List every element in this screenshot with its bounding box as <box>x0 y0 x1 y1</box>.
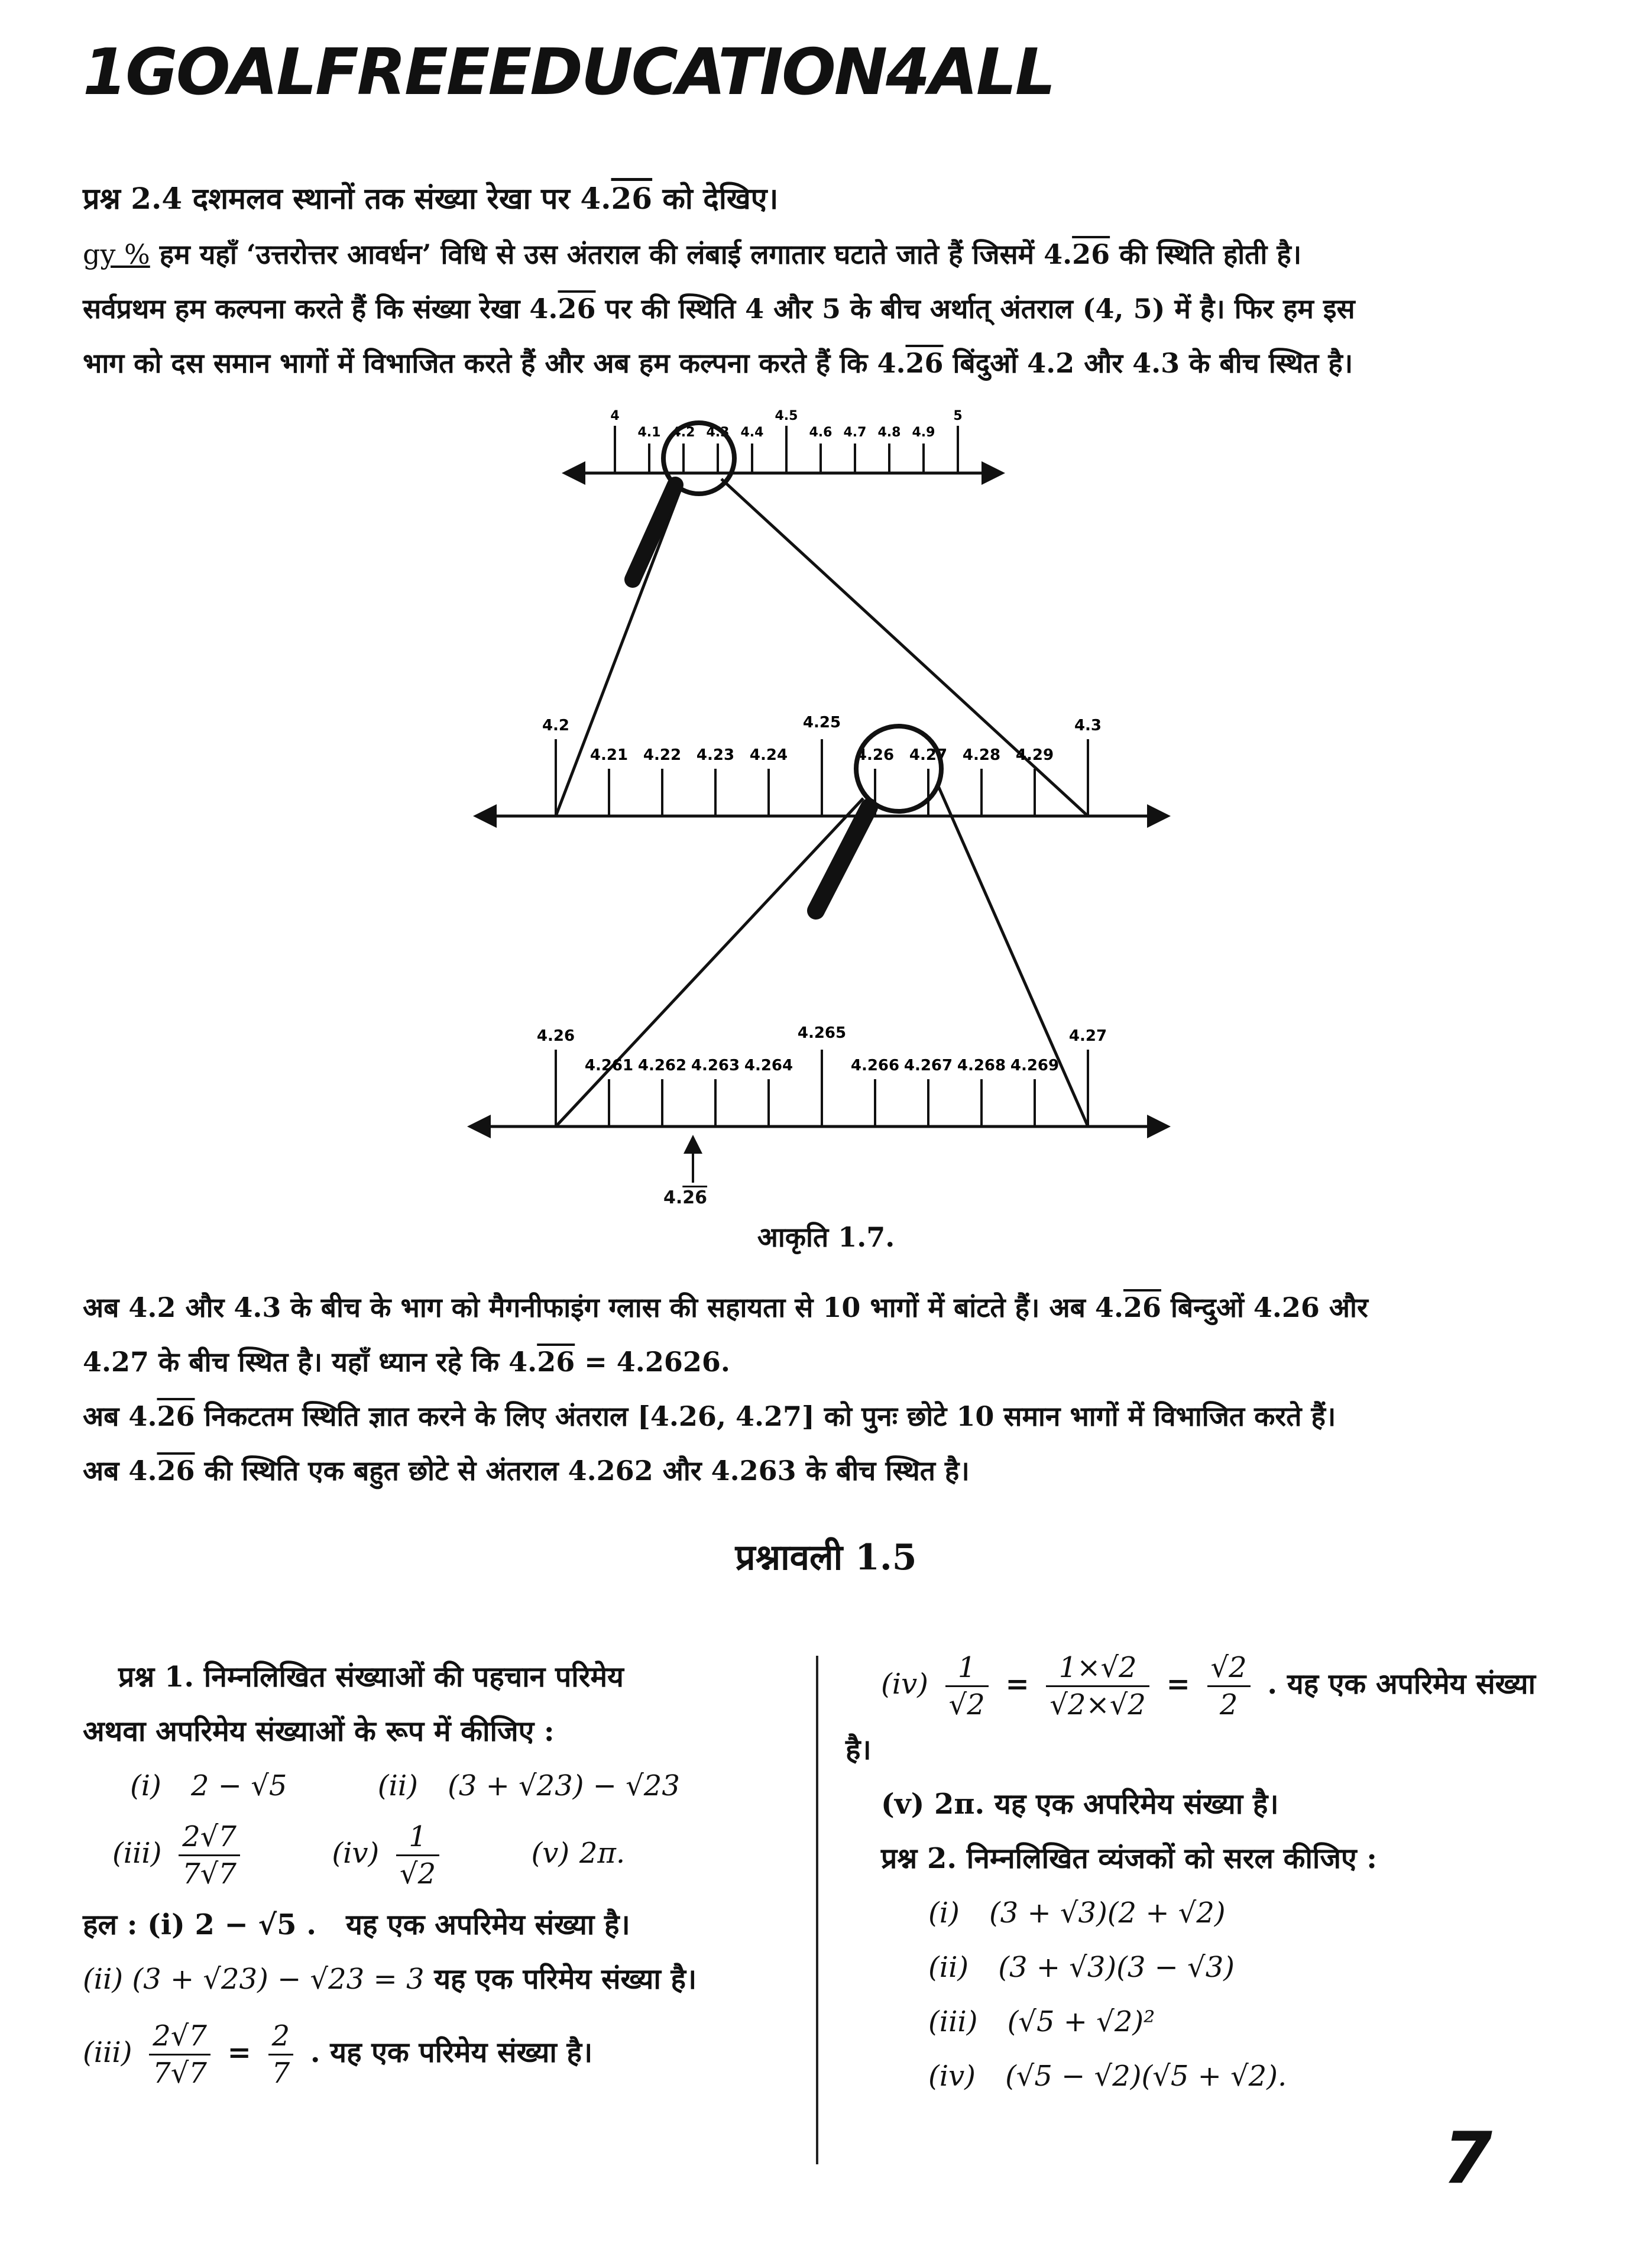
q2-i-expr: (3 + √3)(2 + √2) <box>989 1896 1226 1930</box>
line3-label: 4.27 <box>1068 1027 1107 1045</box>
q2-part-i <box>846 1886 1585 1940</box>
brand-title: 1GOALFREEEDUCATION4ALL <box>83 35 1054 109</box>
line3-label: 4.266 <box>850 1057 900 1074</box>
line3-label: 4.268 <box>957 1057 1006 1074</box>
line1-label: 4.1 <box>637 425 661 440</box>
q24-num: 4. <box>580 181 611 216</box>
q2-ii-label: (ii) <box>928 1951 969 1984</box>
line3-label: 4.26 <box>536 1027 575 1045</box>
answer-iv-text: . यह एक अपरिमेय संख्या <box>1267 1668 1536 1701</box>
answer-iv <box>846 1650 1585 1723</box>
sol2-p2: बिन्दुओं 4.26 और <box>1171 1291 1368 1323</box>
answer-iv-eq-1: = <box>1005 1668 1029 1701</box>
line2-label: 4.29 <box>1015 746 1054 764</box>
projection-line-1a <box>556 491 680 816</box>
line1-label: 4.6 <box>809 425 833 440</box>
answer-ii <box>83 1952 798 2006</box>
part-ii-label: (ii) <box>377 1769 418 1802</box>
sol1-lead: gy % <box>83 238 150 270</box>
line1-label: 4.8 <box>877 425 901 440</box>
answer-iii-lead: (iii) <box>83 2036 132 2069</box>
sol1-p1: हम यहाँ ‘उत्तरोत्तर आवर्धन’ विधि से उस अंतराल की लंबाई लगातार घटाते जाते हैं जिसमें <box>159 238 1035 270</box>
answer-iv-fraction-3: $\frac{√2}{2}$ <box>1207 1650 1251 1723</box>
sol1-p3: सर्वप्रथम हम कल्पना करते हैं कि संख्या रेखा <box>83 293 520 325</box>
line2-label: 4.3 <box>1074 717 1102 734</box>
question-2: प्रश्न 2. निम्नलिखित व्यंजकों को सरल कीजिए : <box>881 1842 1377 1875</box>
q2-i-label: (i) <box>928 1896 960 1930</box>
part-ii-expr: (3 + √23) − √23 <box>448 1769 680 1802</box>
right-column <box>846 1650 1585 2103</box>
q2-iv-expr: (√5 − √2)(√5 + √2). <box>1005 2060 1287 2093</box>
number-line-figure <box>0 390 1652 1195</box>
line1-label: 4.4 <box>740 425 764 440</box>
line1-label: 4.5 <box>775 409 798 423</box>
line2-label: 4.27 <box>909 746 948 764</box>
answer-iii <box>83 2018 798 2091</box>
q1-parts-row-2 <box>83 1819 798 1892</box>
line2-label: 4.23 <box>696 746 735 764</box>
line1-label: 4.2 <box>672 425 695 440</box>
line3-label: 4.265 <box>797 1024 847 1042</box>
line2-label: 4.22 <box>643 746 682 764</box>
answer-iv-lead: (iv) <box>881 1668 928 1701</box>
projection-line-1b <box>721 479 1088 816</box>
answer-ii-text: यह एक परिमेय संख्या है। <box>434 1963 697 1996</box>
q1-line-1: प्रश्न 1. निम्नलिखित संख्याओं की पहचान परिमेय <box>118 1660 624 1694</box>
q2-iii-expr: (√5 + √2)² <box>1007 2005 1155 2038</box>
q2-part-iii <box>846 1995 1585 2049</box>
sol2-p5: अब <box>83 1400 119 1432</box>
line1-label: 4.3 <box>706 425 730 440</box>
sol1-p5: भाग को दस समान भागों में विभाजित करते हैं और अब हम कल्पना करते हैं कि <box>83 347 868 379</box>
line2-label: 4.2 <box>542 717 570 734</box>
pointer-num: 4. <box>663 1187 683 1208</box>
answer-iv-fraction-2: $\frac{1\times√2}{√2\times√2}$ <box>1046 1650 1149 1723</box>
line1-label: 4.7 <box>843 425 867 440</box>
answer-iii-fraction-2: $\frac{2}{7}$ <box>268 2018 294 2091</box>
sol1-p2: की स्थिति होती है। <box>1119 238 1302 270</box>
part-v-label: (v) <box>531 1837 570 1870</box>
line3-label: 4.263 <box>691 1057 740 1074</box>
part-v-expr: 2π. <box>579 1837 626 1870</box>
answer-i-lead: हल : (i) 2 − √5 . <box>83 1908 316 1941</box>
left-column <box>83 1650 798 2091</box>
projection-line-2a <box>556 798 863 1126</box>
q24-suffix: को देखिए। <box>662 181 779 216</box>
line2-label: 4.25 <box>802 714 841 731</box>
answer-i-text: यह एक अपरिमेय संख्या है। <box>346 1908 630 1941</box>
part-iv-fraction: $\frac{1}{√2}$ <box>396 1819 439 1892</box>
part-iii-label: (iii) <box>112 1837 162 1870</box>
answer-iii-text: . यह एक परिमेय संख्या है। <box>310 2036 593 2069</box>
line3-label: 4.267 <box>903 1057 953 1074</box>
line3-label: 4.262 <box>637 1057 687 1074</box>
part-i-expr: 2 − √5 <box>190 1769 287 1802</box>
answer-i <box>83 1898 798 1952</box>
question-2-4 <box>83 171 1561 226</box>
line2-label: 4.26 <box>856 746 895 764</box>
part-iii-fraction: $\frac{2√7}{7√7}$ <box>179 1819 240 1892</box>
q2-ii-expr: (3 + √3)(3 − √3) <box>998 1951 1235 1984</box>
line2-label: 4.21 <box>589 746 629 764</box>
q1-parts-row-1 <box>83 1759 798 1813</box>
line2-label: 4.24 <box>749 746 788 764</box>
sol2-p6: निकटतम स्थिति ज्ञात करने के लिए अंतराल [4.26, 4.27] को पुनः छोटे 10 समान भागों में विभाजित करते हैं। <box>204 1400 1336 1432</box>
line3-label: 4.264 <box>744 1057 793 1074</box>
line2-ticks <box>556 739 1088 816</box>
q2-part-iv <box>846 2049 1585 2103</box>
q24-rep: 26 <box>611 181 653 216</box>
q1-line-2: अथवा अपरिमेय संख्याओं के रूप में कीजिए : <box>83 1715 555 1748</box>
exercise-title: प्रश्नावली 1.5 <box>735 1537 917 1578</box>
sol1-p4: पर की स्थिति 4 और 5 के बीच अर्थात् अंतराल (4, 5) में है। फिर हम इस <box>605 293 1355 325</box>
magnifier-handle-2 <box>816 807 869 911</box>
q2-iv-label: (iv) <box>928 2060 976 2093</box>
pointer-label <box>663 1187 707 1208</box>
answer-v: (v) 2π. यह एक अपरिमेय संख्या है। <box>881 1788 1279 1821</box>
pointer-rep: 26 <box>682 1187 708 1208</box>
q2-iii-label: (iii) <box>928 2005 978 2038</box>
q24-prefix: प्रश्न 2.4 दशमलव स्थानों तक संख्या रेखा पर <box>83 181 570 216</box>
projection-line-2b <box>937 784 1088 1126</box>
line1-label: 4.9 <box>912 425 935 440</box>
answer-ii-expr: (ii) (3 + √23) − √23 = 3 <box>83 1963 425 1996</box>
line3-ticks <box>556 1050 1088 1126</box>
sol2-p1: अब 4.2 और 4.3 के बीच के भाग को मैगनीफाइंग ग्लास की सहायता से 10 भागों में बांटते हैं। अब <box>83 1291 1086 1323</box>
sol2-p8: की स्थिति एक बहुत छोटे से अंतराल 4.262 और 4.263 के बीच स्थित है। <box>204 1455 970 1487</box>
part-i-label: (i) <box>130 1769 161 1802</box>
part-iv-label: (iv) <box>332 1837 380 1870</box>
sol2-p4: = 4.2626. <box>584 1346 730 1378</box>
page-number: 7 <box>1443 2118 1492 2200</box>
column-divider <box>816 1656 818 2164</box>
line3-label: 4.269 <box>1010 1057 1060 1074</box>
magnifier-handle-1 <box>633 485 675 580</box>
q2-part-ii <box>846 1940 1585 1995</box>
figure-caption: आकृति 1.7. <box>757 1221 895 1253</box>
solution-paragraph-2: अब 4.2 और 4.3 के बीच के भाग को मैगनीफाइंग ग्लास की सहायता से 10 भागों में बांटते हैं। अब 4.26 बिन्दुओं 4.26 और 4.27 के बीच स्थित है। यहाँ ध्यान रहे कि 4.26 = 4.2626. अब 4.26 निकटतम स्थिति ज्ञात करने के लिए अंतराल [4.26, 4.27] को पुनः छोटे 10 समान भागों में विभाजित करते हैं। अब 4.26 की स्थिति एक बहुत छोटे से अंतराल 4.262 और 4.263 के बीच स्थित है। <box>83 1291 1368 1487</box>
sol2-p7: अब <box>83 1455 119 1487</box>
sol2-p3: 4.27 के बीच स्थित है। यहाँ ध्यान रहे कि <box>83 1346 500 1378</box>
answer-iii-eq: = <box>227 2036 251 2069</box>
line1-label: 4 <box>610 409 620 423</box>
answer-iv-cont: है। <box>846 1733 872 1766</box>
sol1-p6: बिंदुओं 4.2 और 4.3 के बीच स्थित है। <box>953 347 1353 379</box>
line1-label: 5 <box>953 409 963 423</box>
answer-iii-fraction-1: $\frac{2√7}{7√7}$ <box>149 2018 210 2091</box>
answer-iv-eq-2: = <box>1166 1668 1190 1701</box>
line2-label: 4.28 <box>962 746 1001 764</box>
answer-iv-fraction-1: $\frac{1}{√2}$ <box>945 1650 989 1723</box>
line3-label: 4.261 <box>584 1057 634 1074</box>
solution-paragraph-1: gy % हम यहाँ ‘उत्तरोत्तर आवर्धन’ विधि से उस अंतराल की लंबाई लगातार घटाते जाते हैं जिसमें 4.26 की स्थिति होती है। सर्वप्रथम हम कल्पना करते हैं कि संख्या रेखा 4.26 पर की स्थिति 4 और 5 के बीच अर्थात् अंतराल (4, 5) में है। फिर हम इस भाग को दस समान भागों में विभाजित करते हैं और अब हम कल्पना करते हैं कि 4.26 बिंदुओं 4.2 और 4.3 के बीच स्थित है। <box>83 238 1355 379</box>
